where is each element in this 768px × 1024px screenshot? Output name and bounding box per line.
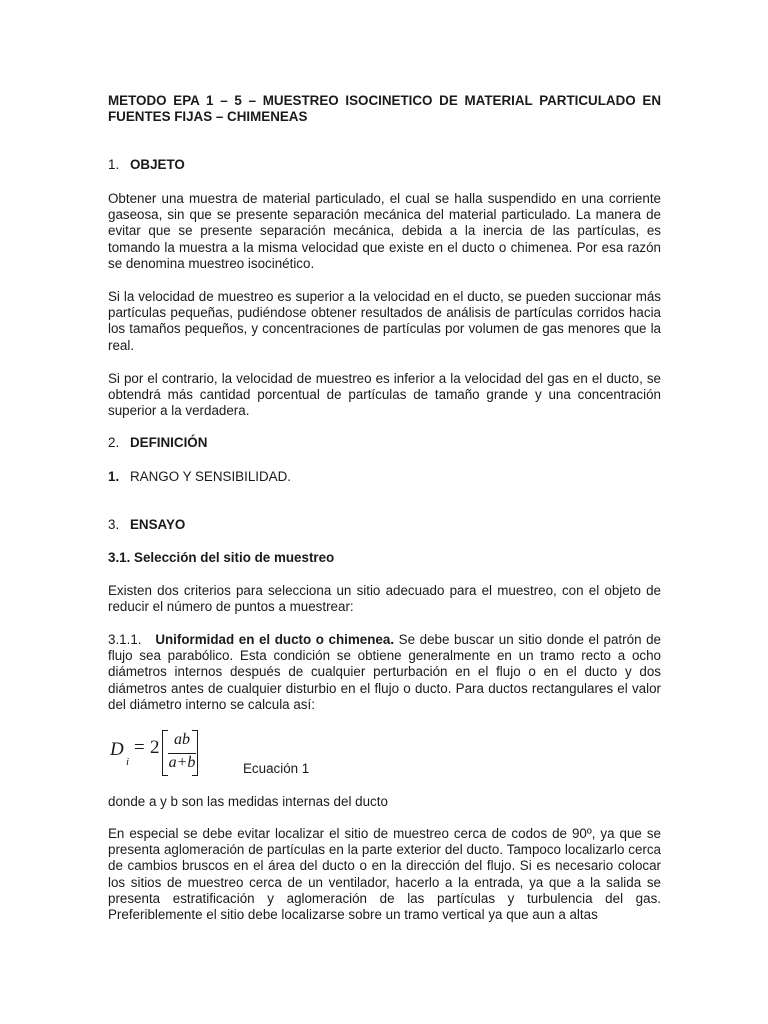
right-bracket (192, 730, 198, 776)
paragraph-donde: donde a y b son las medidas internas del ducto (108, 794, 388, 809)
subsection-3-1-heading: 3.1. Selección del sitio de muestreo (108, 550, 335, 565)
formula-subscript: i (126, 756, 130, 768)
subsection-lead: Uniformidad en el ducto o chimenea. (155, 632, 395, 647)
list-number: 1. (108, 469, 120, 484)
section-3-heading (108, 517, 661, 533)
section-number: 3. (108, 517, 120, 532)
formula-coefficient: 2 (150, 737, 160, 758)
formula-denominator: a+b (168, 754, 196, 771)
section-1-heading (108, 157, 661, 173)
paragraph-objeto-1: Obtener una muestra de material particulado, el cual se halla suspendido en una corriente gaseosa, sin que se presente separación mecánica del material particulado. La manera de evitar que se presente separación mecánica, debida a la inercia de las partículas, es tomando la muestra a la misma velocidad que existe en el ducto o chimenea. Por esa razón se denomina muestreo isocinético. (108, 191, 661, 271)
paragraph-objeto-3: Si por el contrario, la velocidad de muestreo es inferior a la velocidad del gas en el ducto, se obtendrá más cantidad porcentual de partículas de tamaño grande y una concentración superior a la verdadera. (108, 371, 661, 419)
paragraph-objeto-2: Si la velocidad de muestreo es superior a la velocidad en el ducto, se pueden succionar más partículas pequeñas, pudiéndose obtener resultados de análisis de partículas corridos hacia los tamaños pequeños, y concentraciones de partículas por volumen de gas menores que la real. (108, 289, 661, 353)
section-number: 2. (108, 435, 120, 450)
section-number: 1. (108, 157, 120, 172)
paragraph-uniformidad (108, 632, 661, 713)
paragraph-criterios: Existen dos criterios para selecciona un sitio adecuado para el muestreo, con el objeto de reducir el número de puntos a muestrear: (108, 583, 661, 615)
section-2-heading (108, 435, 661, 451)
equation-label: Ecuación 1 (243, 761, 310, 776)
list-item-rango (108, 469, 661, 485)
section-title: ENSAYO (130, 517, 186, 532)
paragraph-evitar: En especial se debe evitar localizar el sitio de muestreo cerca de codos de 90º, ya que se presenta aglomeración de partículas en la parte exterior del ducto. Tampoco localizarlo cerca de cambios bruscos en el área del ducto o en la dirección del flujo. Si es necesario colocar los sitios de muestreo cerca de un ventilador, hacerlo a la entrada, ya que a la salida se presenta estratificación y aglomeración de las partículas y turbulencia del gas. Preferiblemente el sitio debe localizarse sobre un tramo vertical ya que aun a altas (108, 826, 661, 923)
section-title: OBJETO (130, 157, 185, 172)
document-title: METODO EPA 1 – 5 – MUESTREO ISOCINETICO DE MATERIAL PARTICULADO EN FUENTES FIJAS – CHIMENEAS (108, 93, 661, 125)
list-text: RANGO Y SENSIBILIDAD. (130, 469, 291, 484)
formula-lhs: D (110, 739, 124, 760)
formula-numerator: ab (174, 731, 190, 748)
section-title: DEFINICIÓN (130, 435, 208, 450)
subsection-number: 3.1.1. (108, 632, 142, 647)
subsection-text: Se debe buscar un sitio donde el patrón de flujo sea parabólico. Esta condición se obtiene generalmente en un tramo recto a ocho diámetros internos después de cualquier perturbación en el flujo o en el ducto y dos diámetros antes de cualquier disturbio en el flujo o ducto. Para ductos rectangulares el valor del diámetro interno se calcula así: (108, 632, 662, 712)
formula-equals: = (134, 737, 145, 758)
